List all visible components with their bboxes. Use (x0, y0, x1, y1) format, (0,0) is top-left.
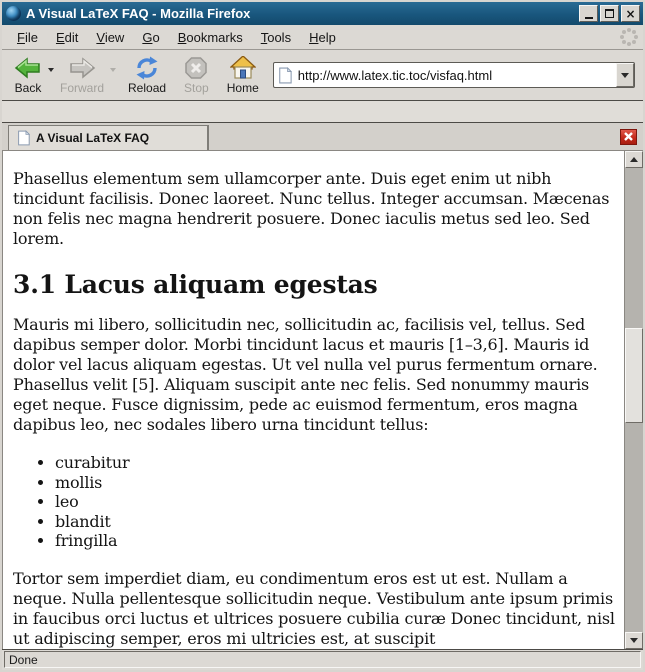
home-button[interactable] (223, 54, 263, 97)
reload-label: Reload (128, 80, 167, 95)
throbber-icon (619, 27, 639, 47)
window-title: A Visual LaTeX FAQ - Mozilla Firefox (26, 6, 251, 21)
close-button[interactable] (621, 5, 640, 22)
menu-bookmarks[interactable]: Bookmarks (177, 29, 243, 45)
scroll-up-button[interactable] (625, 151, 643, 168)
tab-visual-latex-faq[interactable] (8, 125, 208, 150)
section-heading: 3.1 Lacus aliquam egestas (13, 270, 378, 299)
back-arrow-icon (14, 56, 42, 80)
chevron-down-icon (110, 68, 116, 72)
chevron-down-icon (48, 68, 54, 72)
triangle-up-icon (630, 157, 638, 162)
triangle-down-icon (630, 638, 638, 643)
chevron-down-icon (621, 73, 629, 78)
forward-dropdown[interactable] (108, 68, 118, 72)
url-input[interactable] (292, 68, 616, 83)
bookmarks-toolbar (2, 101, 643, 123)
scrollbar-track[interactable] (625, 168, 643, 632)
url-bar (273, 62, 635, 88)
maximize-button[interactable] (600, 5, 619, 22)
body-paragraph-3: Tortor sem imperdiet diam, eu condimentum eros est ut est. Nullam a neque. Nulla pellentesque sollicitudin neque. Vestibulum ante ipsum primis in faucibus orci luctus et ultrices posuere cubilia curæ Donec tincidunt, nisl ut adipiscing semper, eros mi ultricies est, at suscipit (13, 568, 615, 648)
list-item: • fringilla (55, 531, 616, 551)
close-icon: × (625, 6, 636, 21)
menu-file[interactable]: File (17, 29, 38, 45)
menu-tools[interactable]: Tools (260, 29, 292, 45)
url-history-dropdown[interactable] (616, 63, 634, 87)
menu-go[interactable]: Go (142, 29, 160, 45)
firefox-globe-icon (6, 6, 21, 21)
back-dropdown[interactable] (46, 68, 56, 72)
back-label: Back (14, 80, 42, 95)
maximize-icon (605, 9, 614, 18)
body-paragraph-2: Mauris mi libero, sollicitudin nec, sollicitudin ac, facilisis vel, tellus. Sed dapibus semper dolor. Morbi tincidunt lacus et mauris [1–3,6]. Mauris id dolor vel lacus aliquam egestas. Ut vel nulla vel purus fermentum ornare. Phasellus velit [5]. Aliquam suscipit ante nec felis. Sed nonummy mauris eget neque. Fusce dignissim, pede ac euismod fermentum, eros magna dapibus leo, nec sodales libero urna tincidunt tellus: (13, 315, 598, 434)
forward-arrow-icon (68, 56, 96, 80)
stop-icon (184, 56, 208, 80)
forward-button[interactable] (56, 54, 108, 97)
forward-label: Forward (60, 80, 105, 95)
stop-button[interactable] (180, 54, 213, 97)
minimize-icon (585, 17, 593, 19)
close-tab-button[interactable] (620, 129, 637, 145)
scroll-down-button[interactable] (625, 632, 643, 649)
menu-view[interactable]: View (96, 29, 125, 45)
page-icon (278, 67, 292, 84)
status-text: Done (4, 651, 641, 668)
status-bar (2, 649, 643, 670)
back-button[interactable] (10, 54, 46, 97)
minimize-button[interactable] (579, 5, 598, 22)
list-item: • curabitur (55, 453, 616, 473)
tab-label: A Visual LaTeX FAQ (36, 131, 150, 145)
menu-bar (2, 25, 643, 50)
stop-label: Stop (184, 80, 209, 95)
bullet-list (13, 453, 616, 551)
list-item: • blandit (55, 512, 616, 532)
scrollbar-thumb[interactable] (625, 328, 643, 423)
navigation-toolbar (2, 50, 643, 101)
content-area (2, 151, 643, 649)
page-icon (17, 130, 30, 146)
list-item: • leo (55, 492, 616, 512)
vertical-scrollbar[interactable] (624, 151, 643, 649)
close-icon (624, 132, 633, 141)
reload-icon (134, 56, 160, 80)
home-label: Home (226, 80, 259, 95)
menu-edit[interactable]: Edit (55, 29, 79, 45)
tab-strip-empty (208, 125, 616, 150)
tab-bar (2, 123, 643, 151)
window-controls (579, 5, 640, 22)
home-icon (230, 56, 256, 80)
body-paragraph-1: Phasellus elementum sem ullamcorper ante. Duis eget enim ut nibh tincidunt facilisis. Donec laoreet. Nunc tellus. Integer accumsan. Mæcenas non felis nec magna hendrerit posuere. Donec iaculis metus sed leo. Sed lorem. (13, 169, 610, 248)
web-page (3, 151, 624, 649)
menu-help[interactable]: Help (309, 29, 336, 45)
list-item: • mollis (55, 473, 616, 493)
reload-button[interactable] (124, 54, 170, 97)
title-bar (2, 2, 643, 25)
